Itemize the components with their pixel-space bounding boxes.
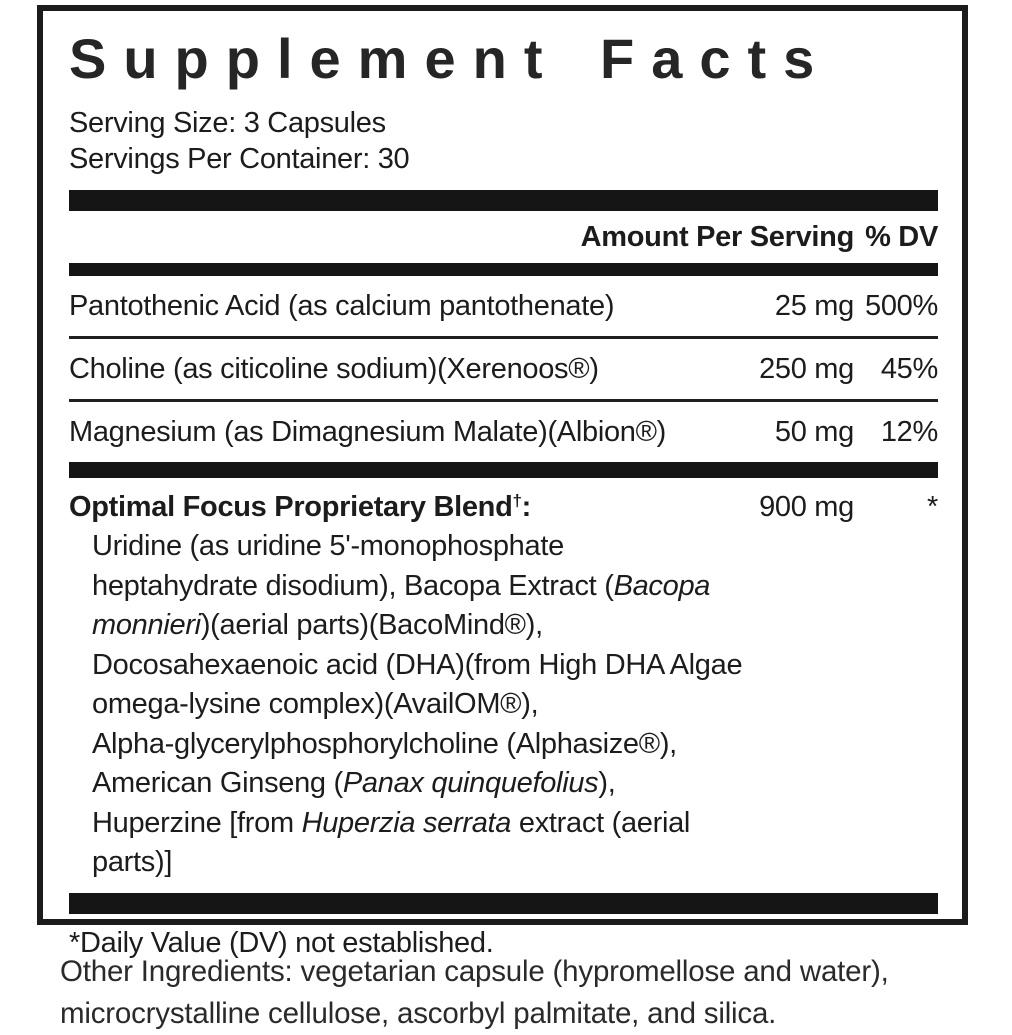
nutrient-dv: 12% (880, 416, 938, 448)
blend-description-line: American Ginseng (Panax quinquefolius), (92, 767, 616, 799)
serving-info (69, 105, 938, 177)
nutrient-row-pantothenic-acid (69, 276, 938, 336)
nutrient-row-choline (69, 336, 938, 399)
divider-bar-blend (69, 462, 938, 478)
supplement-facts-panel (37, 5, 968, 959)
blend-description-line: heptahydrate disodium), Bacopa Extract (Bacopa (92, 569, 711, 602)
servings-per-container: Servings Per Container: 30 (69, 143, 410, 175)
blend-amount: 900 mg (759, 491, 854, 523)
divider-bar-top (69, 190, 938, 211)
nutrient-amount: 25 mg (774, 290, 854, 322)
blend-colon: : (521, 491, 532, 523)
blend-description (92, 527, 938, 883)
blend-description-line: Docosahexaenoic acid (DHA)(from High DHA Algae (92, 648, 743, 681)
column-header-row (69, 211, 938, 263)
divider-bar-bottom (69, 893, 938, 914)
blend-header-row (69, 478, 938, 527)
nutrient-name: Pantothenic Acid (as calcium pantothenate) (69, 290, 615, 322)
dv-footnote: *Daily Value (DV) not established. (69, 926, 494, 959)
nutrient-dv: 45% (880, 353, 938, 385)
blend-dv: * (927, 491, 938, 523)
nutrient-name: Choline (as citicoline sodium)(Xerenoos®) (69, 353, 599, 385)
nutrient-amount: 250 mg (759, 353, 854, 385)
blend-name-text: Optimal Focus Proprietary Blend (69, 491, 513, 523)
blend-description-line: monnieri)(aerial parts)(BacoMind®), (92, 609, 543, 641)
serving-size: Serving Size: 3 Capsules (69, 107, 386, 139)
blend-description-line: omega-lysine complex)(AvailOM®), (92, 688, 539, 720)
nutrient-row-magnesium (69, 399, 938, 462)
column-header-amount: Amount Per Serving (580, 221, 854, 253)
blend-dagger: † (512, 491, 522, 510)
nutrient-amount: 50 mg (774, 416, 854, 448)
blend-description-line: Alpha-glycerylphosphorylcholine (Alphasize®), (92, 727, 677, 760)
nutrient-name: Magnesium (as Dimagnesium Malate)(Albion®) (69, 416, 667, 448)
other-ingredients: Other Ingredients: vegetarian capsule (hypromellose and water), microcrystalline cellulose, ascorbyl palmitate, and silica. (60, 955, 889, 1030)
panel-title: Supplement Facts (69, 27, 832, 90)
blend-description-line: parts)] (92, 846, 173, 878)
blend-name (69, 491, 704, 524)
column-header-dv: % DV (865, 221, 938, 253)
divider-bar-header (69, 263, 938, 276)
blend-description-line: Huperzine [from Huperzia serrata extract (aerial (92, 806, 691, 839)
blend-description-line: Uridine (as uridine 5'-monophosphate (92, 530, 564, 562)
nutrient-dv: 500% (865, 290, 938, 322)
